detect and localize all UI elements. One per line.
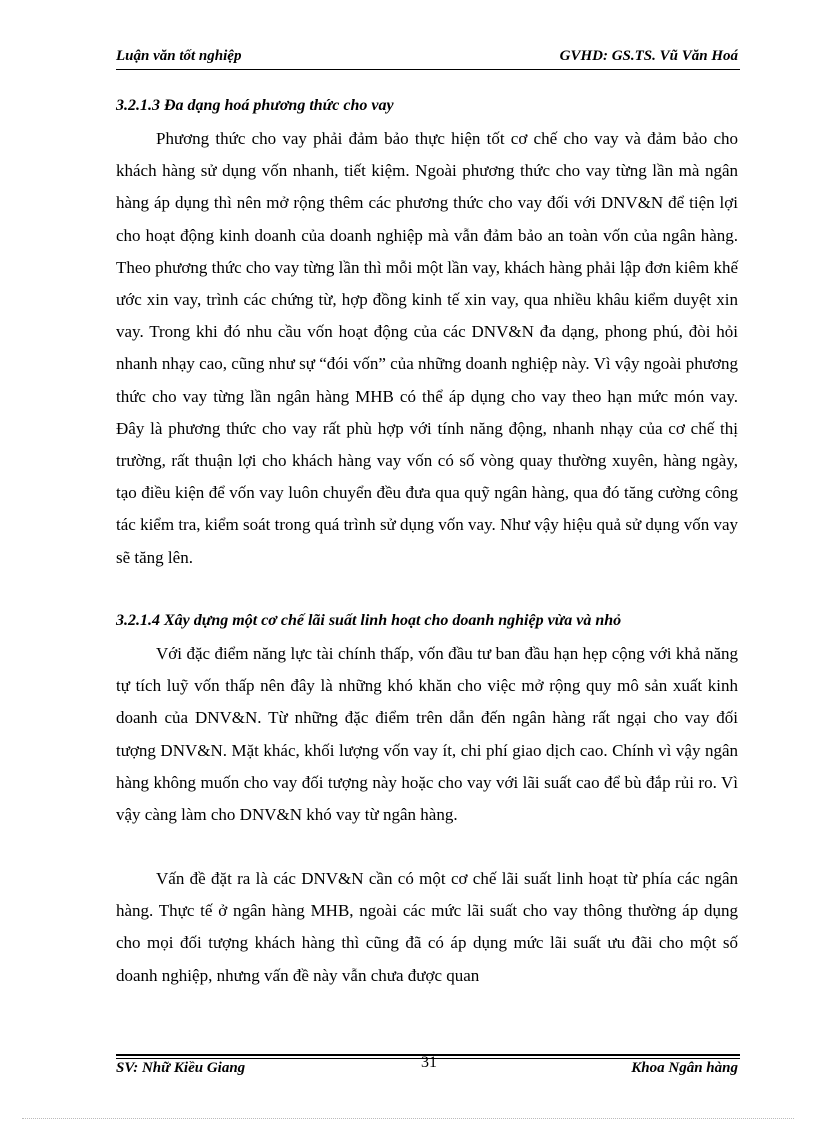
body-paragraph: Vấn đề đặt ra là các DNV&N cần có một cơ chế lãi suất linh hoạt từ phía các ngân hàng. Thực tế ở ngân hàng MHB, ngoài các mức lãi suất cho vay thông thường áp dụng cho mọi đối tượng khách hàng thì cũng đã có áp dụng mức lãi suất ưu đãi cho một số doanh nghiệp, nhưng vấn đề này vẫn chưa được quan	[116, 869, 738, 985]
header-advisor-label: GVHD: GS.TS. Vũ Văn Hoá	[559, 48, 738, 64]
header-divider	[116, 69, 740, 70]
footer-student-label: SV: Nhữ Kiều Giang	[116, 1060, 246, 1076]
section-heading-3-2-1-4: 3.2.1.4 Xây dựng một cơ chế lãi suất linh hoạt cho doanh nghiệp vừa và nhỏ	[116, 612, 622, 629]
page-edge-dotted-line	[22, 1118, 794, 1119]
page-footer	[116, 1054, 738, 1080]
page-header	[116, 46, 738, 68]
body-paragraph: Với đặc điểm năng lực tài chính thấp, vốn đầu tư ban đầu hạn hẹp cộng với khả năng tự tích luỹ vốn thấp nên đây là những khó khăn cho việc mở rộng quy mô sản xuất kinh doanh của DNV&N. Từ những đặc điểm trên dẫn đến ngân hàng rất ngại cho vay đối tượng DNV&N. Mặt khác, khối lượng vốn vay ít, chi phí giao dịch cao. Chính vì vậy ngân hàng không muốn cho vay đối tượng này hoặc cho vay với lãi suất cao để bù đắp rủi ro. Vì vậy càng làm cho DNV&N khó vay từ ngân hàng.	[116, 644, 738, 825]
footer-faculty-label: Khoa Ngân hàng	[631, 1060, 738, 1076]
body-paragraph: Phương thức cho vay phải đảm bảo thực hiện tốt cơ chế cho vay và đảm bảo cho khách hàng sử dụng vốn nhanh, tiết kiệm. Ngoài phương thức cho vay từng lần mà ngân hàng áp dụng thì nên mở rộng thêm các phương thức cho vay đối với DNV&N để tiện lợi cho hoạt động kinh doanh của doanh nghiệp mà vẫn đảm bảo an toàn vốn của ngân hàng. Theo phương thức cho vay từng lần thì mỗi một lần vay, khách hàng phải lập đơn kiêm khế ước xin vay, trình các chứng từ, hợp đồng kinh tế xin vay, qua nhiều khâu kiểm duyệt xin vay. Trong khi đó nhu cầu vốn hoạt động của các DNV&N đa dạng, phong phú, đòi hỏi nhanh nhạy cao, cũng như sự “đói vốn” của những doanh nghiệp này. Vì vậy ngoài phương thức cho vay từng lần ngân hàng MHB có thể áp dụng cho vay theo hạn mức món vay. Đây là phương thức cho vay rất phù hợp với tính năng động, nhanh nhạy của cơ chế thị trường, rất thuận lợi cho khách hàng vay vốn có số vòng quay thường xuyên, hàng ngày, tạo điều kiện để vốn vay luôn chuyển đều đưa qua quỹ ngân hàng, qua đó tăng cường công tác kiểm tra, kiểm soát trong quá trình sử dụng vốn vay. Như vậy hiệu quả sử dụng vốn vay sẽ tăng lên.	[116, 129, 738, 567]
page-number: 31	[421, 1054, 437, 1071]
header-thesis-label: Luận văn tốt nghiệp	[116, 48, 242, 64]
section-heading-3-2-1-3: 3.2.1.3 Đa dạng hoá phương thức cho vay	[116, 97, 394, 114]
